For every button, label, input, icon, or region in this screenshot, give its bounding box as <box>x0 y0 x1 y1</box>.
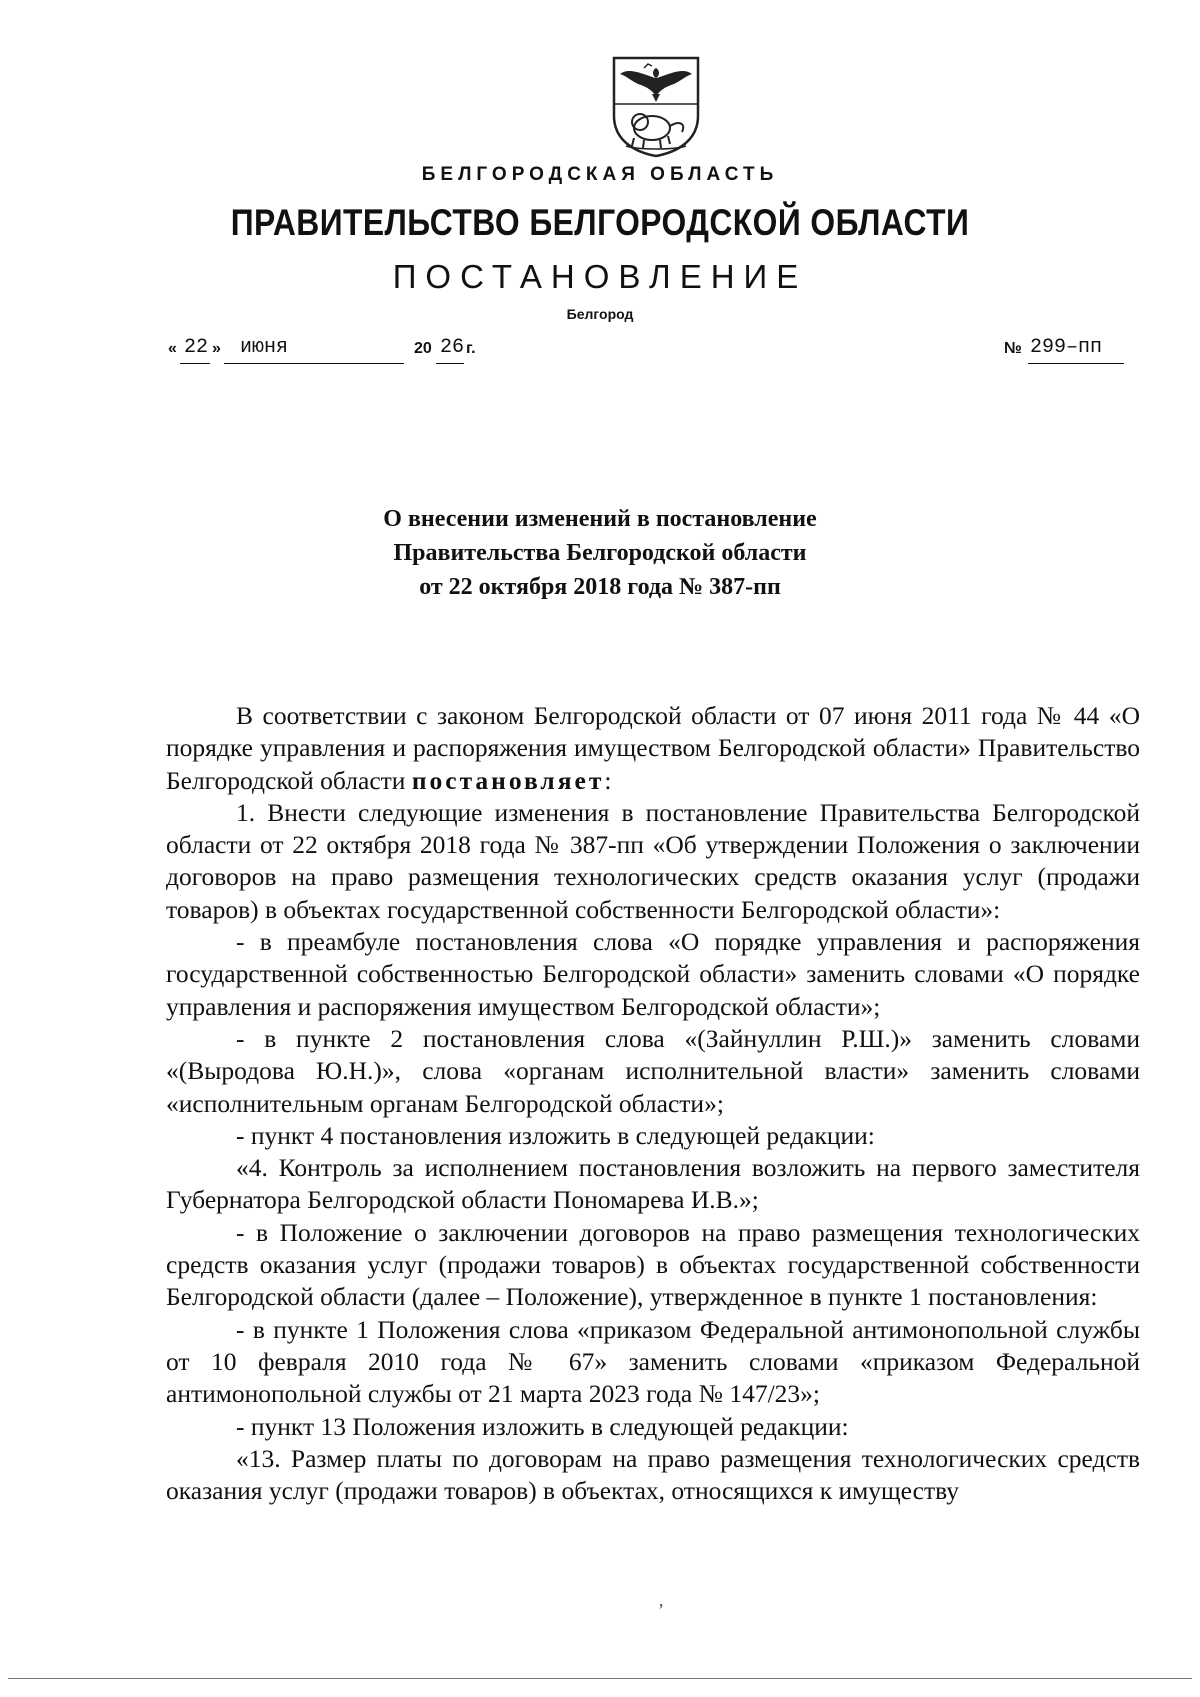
number-prefix: № <box>1004 340 1022 357</box>
preamble-text: В соответствии с законом Белгородской области от 07 июня 2011 года № 44 «О порядке управления и распоряжения имуществом Белгородской области» Правительство Белгородской области <box>166 701 1140 795</box>
document-body <box>166 700 1140 1507</box>
coat-of-arms-emblem <box>608 54 704 158</box>
document-type: ПОСТАНОВЛЕНИЕ <box>392 258 808 295</box>
number-value: 299–пп <box>1030 336 1103 359</box>
paragraph-preamble-change: - в преамбуле постановления слова «О порядке управления и распоряжения государственной собственностью Белгородской области» заменить словами «О порядке управления и распоряжения имуществом Белгородской области»; <box>166 927 1140 1021</box>
date-close-quote: » <box>212 340 221 357</box>
paragraph-regulation-item-13-text: «13. Размер платы по договорам на право размещения технологических средств оказания услуг (продажи товаров) в объектах, относящихся к имуществу <box>166 1443 1140 1506</box>
date-year-suffix: 26 <box>440 336 465 359</box>
document-title <box>0 502 1200 604</box>
scan-speck: ʼ <box>658 1600 664 1620</box>
paragraph-item-4-intro: - пункт 4 постановления изложить в следующей редакции: <box>236 1120 875 1150</box>
number-underline <box>1028 363 1124 364</box>
paragraph-preamble <box>166 700 1140 797</box>
date-open-quote: « <box>168 340 177 357</box>
paragraph-item-1: 1. Внести следующие изменения в постановление Правительства Белгородской области от 22 октября 2018 года № 387-пп «Об утверждении Положения о заключении договоров на право размещения технологических средств оказания услуг (продажи товаров) в объектах государственной собственности Белгородской области»: <box>166 797 1140 924</box>
paragraph-regulation-item-13-intro: - пункт 13 Положения изложить в следующей редакции: <box>236 1411 849 1441</box>
paragraph-regulation-item-1: - в пункте 1 Положения слова «приказом Федеральной антимонопольной службы от 10 февраля 2010 года № 67» заменить словами «приказом Федеральной антимонопольной службы от 21 марта 2023 года № 147/23»; <box>166 1314 1140 1409</box>
date-month: июня <box>240 336 289 359</box>
paragraph-regulation-change: - в Положение о заключении договоров на право размещения технологических средств оказания услуг (продажи товаров) в объектах государственной собственности Белгородской области (далее – Положение), утвержденное в пункте 1 постановления: <box>166 1217 1140 1312</box>
preamble-colon: : <box>604 765 612 795</box>
region-name: БЕЛГОРОДСКАЯ ОБЛАСТЬ <box>421 164 779 185</box>
city-name: Белгород <box>566 306 634 322</box>
scan-bottom-edge <box>8 1678 1192 1679</box>
title-line-2: Правительства Белгородской области <box>393 540 807 566</box>
paragraph-item-2-change: - в пункте 2 постановления слова «(Зайнуллин Р.Ш.)» заменить словами «(Выродова Ю.Н.)», слова «органам исполнительной власти» заменить словами «исполнительным органам Белгородской области»; <box>166 1023 1140 1118</box>
date-day-underline <box>180 363 210 364</box>
title-line-3: от 22 октября 2018 года № 387-пп <box>419 574 781 600</box>
paragraph-item-4-text: «4. Контроль за исполнением постановления возложить на первого заместителя Губернатора Белгородской области Пономарева И.В.»; <box>166 1153 1140 1215</box>
date-day: 22 <box>184 336 209 359</box>
date-number-line <box>168 338 1128 368</box>
preamble-keyword: постановляет <box>411 765 605 795</box>
date-year-prefix: 20 <box>414 340 432 357</box>
title-line-1: О внесении изменений в постановление <box>383 506 817 532</box>
date-month-underline <box>224 363 404 364</box>
government-name: ПРАВИТЕЛЬСТВО БЕЛГОРОДСКОЙ ОБЛАСТИ <box>230 202 970 243</box>
date-year-underline <box>436 363 464 364</box>
date-year-unit: г. <box>466 340 476 357</box>
